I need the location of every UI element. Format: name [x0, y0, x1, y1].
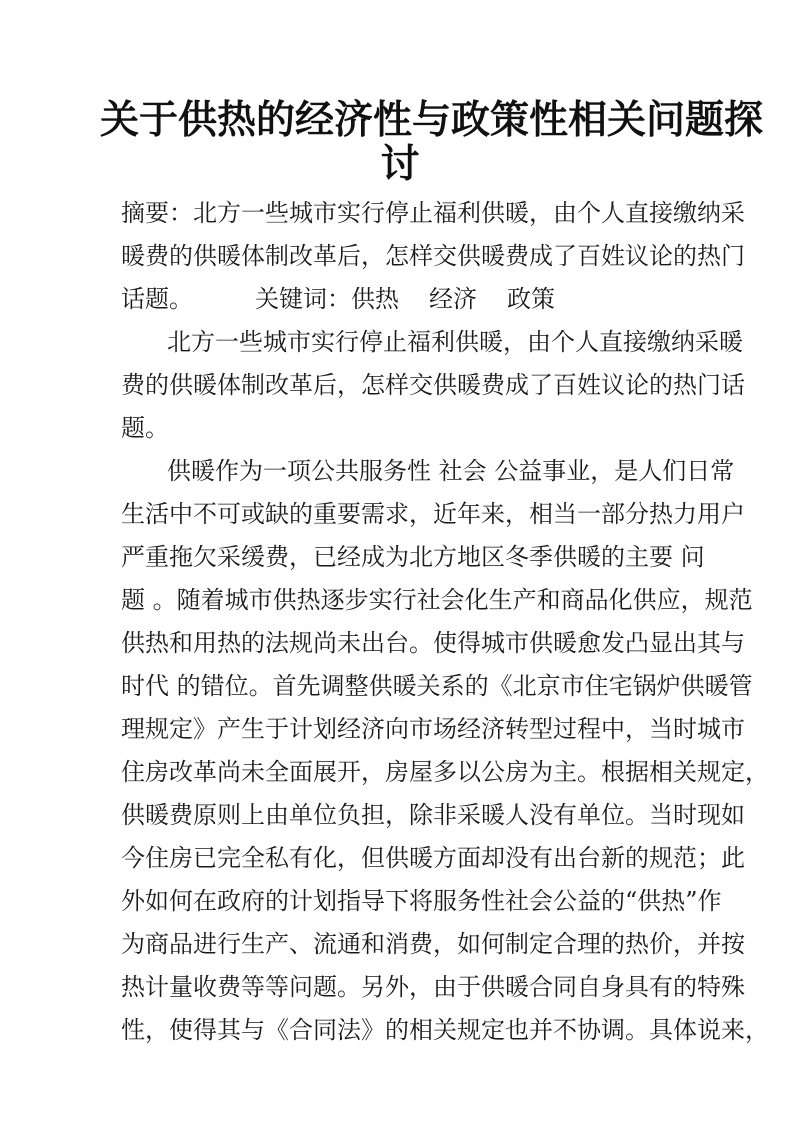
paragraph	[121, 450, 769, 1052]
abstract-line: 话题。	[121, 285, 193, 313]
paragraph-line: 外如何在政府的计划指导下将服务性社会公益的“供热”作	[121, 887, 722, 915]
document-title	[100, 97, 764, 187]
paragraph-line: 性，使得其与《合同法》的相关规定也并不协调。具体说来，	[121, 1016, 769, 1044]
abstract-line: 摘要：北方一些城市实行停止福利供暖，由个人直接缴纳采	[121, 199, 745, 227]
paragraph-line: 热计量收费等等问题。另外，由于供暖合同自身具有的特殊	[121, 973, 745, 1001]
paragraph-line: 题。	[121, 414, 169, 442]
keyword: 经济	[429, 285, 477, 313]
title-line: 关于供热的经济性与政策性相关问题探	[100, 97, 764, 143]
paragraph-line: 供暖作为一项公共服务性 社会 公益事业，是人们日常	[167, 457, 735, 485]
abstract-last-line	[121, 278, 681, 321]
paragraph-line: 今住房已完全私有化，但供暖方面却没有出台新的规范；此	[121, 844, 745, 872]
abstract	[121, 192, 745, 321]
paragraph	[121, 321, 745, 450]
paragraph-line: 题 。随着城市供热逐步实行社会化生产和商品化供应，规范	[121, 586, 753, 614]
paragraph-line: 费的供暖体制改革后，怎样交供暖费成了百姓议论的热门话	[121, 371, 745, 399]
paragraph-line: 严重拖欠采缓费，已经成为北方地区冬季供暖的主要 问	[121, 543, 705, 571]
paragraph-line: 北方一些城市实行停止福利供暖，由个人直接缴纳采暖	[167, 328, 743, 356]
paragraph-line: 供暖费原则上由单位负担，除非采暖人没有单位。当时现如	[121, 801, 745, 829]
paragraph-line: 住房改革尚未全面展开，房屋多以公房为主。根据相关规定，	[121, 758, 769, 786]
keyword: 政策	[507, 285, 555, 313]
keyword: 供热	[351, 285, 399, 313]
paragraph-line: 供热和用热的法规尚未出台。使得城市供暖愈发凸显出其与	[121, 629, 745, 657]
title-line: 讨	[380, 141, 420, 187]
paragraph-line: 时代 的错位。首先调整供暖关系的《北京市住宅锅炉供暖管	[121, 672, 753, 700]
paragraph-line: 为商品进行生产、流通和消费，如何制定合理的热价，并按	[121, 930, 745, 958]
document-body	[121, 192, 769, 1052]
paragraph-line: 理规定》产生于计划经济向市场经济转型过程中，当时城市	[121, 715, 745, 743]
keywords-label: 关键词：	[255, 285, 351, 313]
abstract-line: 暖费的供暖体制改革后，怎样交供暖费成了百姓议论的热门	[121, 242, 745, 270]
paragraph-line: 生活中不可或缺的重要需求，近年来，相当一部分热力用户	[121, 500, 745, 528]
